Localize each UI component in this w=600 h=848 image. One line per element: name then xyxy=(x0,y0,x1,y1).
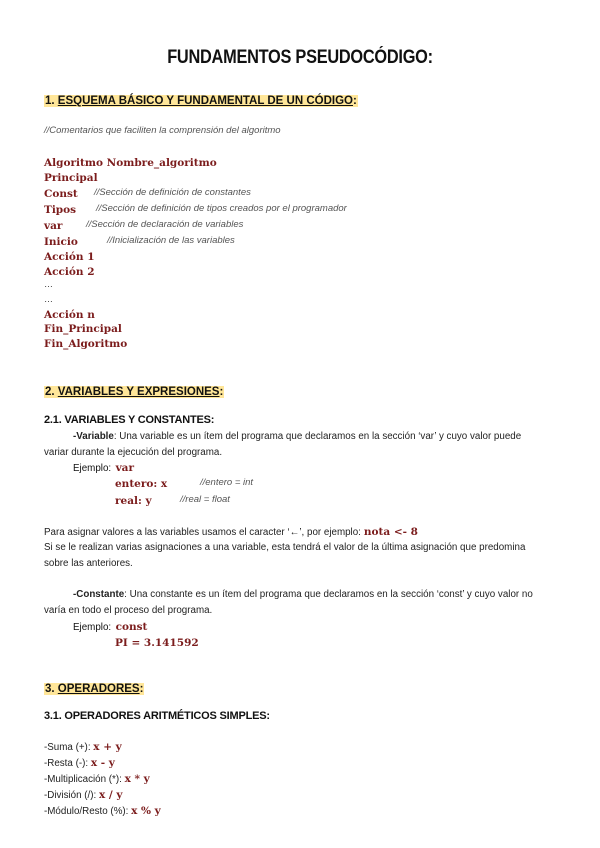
variable-label: -Variable xyxy=(73,431,114,442)
section-number: 1. xyxy=(45,95,55,107)
operator-label: -División (/): xyxy=(44,790,97,801)
operator-multiplicacion xyxy=(44,771,150,787)
page-title: FUNDAMENTOS PSEUDOCÓDIGO: xyxy=(167,47,433,68)
code-line-inicio xyxy=(44,233,235,249)
section-title: ESQUEMA BÁSICO Y FUNDAMENTAL DE UN CÓDIGO xyxy=(57,95,353,107)
constant-text: : Una constante es un ítem del programa que declaramos en la sección ‘const’ y cuyo valor no xyxy=(124,589,533,600)
operator-code: x - y xyxy=(90,757,115,769)
code-text: Acción 1 xyxy=(44,251,95,263)
code-line-tipos xyxy=(44,201,347,217)
example-label: Ejemplo: xyxy=(73,463,112,474)
subsection-3-1: 3.1. OPERADORES ARITMÉTICOS SIMPLES: xyxy=(44,710,270,722)
section-number: 3. xyxy=(45,683,55,695)
section-colon: : xyxy=(352,95,357,107)
code-comment: //Sección de definición de constantes xyxy=(94,187,251,198)
example-real-line xyxy=(115,492,230,508)
code-line-fin-algoritmo xyxy=(44,335,127,351)
operator-label: -Módulo/Resto (%): xyxy=(44,806,129,817)
code-line-var xyxy=(44,217,244,233)
assign-line xyxy=(44,524,418,540)
multi-text: Si se le realizan varias asignaciones a una variable, esta tendrá el valor de la última asignación que predomina xyxy=(44,542,526,553)
operator-label: -Suma (+): xyxy=(44,742,91,753)
code-text: var xyxy=(44,220,63,232)
code-comment: //Inicialización de las variables xyxy=(107,235,235,246)
code-text: PI = 3.141592 xyxy=(115,637,199,649)
code-text: Fin_Algoritmo xyxy=(44,338,128,350)
intro-comment: //Comentarios que faciliten la comprensión del algoritmo xyxy=(44,125,281,136)
section-3-heading xyxy=(44,679,144,697)
code-text: entero: x xyxy=(115,478,168,490)
section-colon: : xyxy=(219,386,224,398)
code-line-algoritmo xyxy=(44,154,217,170)
section-title: OPERADORES xyxy=(57,683,140,695)
multi-assign-paragraph xyxy=(44,540,549,571)
operator-code: x + y xyxy=(93,741,122,753)
code-text: real: y xyxy=(115,495,152,507)
code-text: Tipos xyxy=(44,204,77,216)
ellipsis-2: … xyxy=(44,294,53,304)
example-pi-line xyxy=(115,634,199,650)
section-colon: : xyxy=(139,683,144,695)
multi-text-cont: sobre las anteriores. xyxy=(44,557,133,569)
code-line-accion-2 xyxy=(44,263,95,279)
code-line-fin-principal xyxy=(44,320,122,336)
assign-text: Para asignar valores a las variables usamos el caracter ‘←’, por ejemplo: xyxy=(44,527,361,538)
code-text: Algoritmo Nombre_algoritmo xyxy=(44,157,217,169)
code-text: Inicio xyxy=(44,236,78,248)
section-number: 2. xyxy=(45,386,55,398)
code-comment: //Sección de declaración de variables xyxy=(86,219,244,230)
assign-code: nota <- 8 xyxy=(363,526,418,538)
variable-text-cont: variar durante la ejecución del programa. xyxy=(44,446,223,458)
constant-definition xyxy=(44,587,549,618)
operator-suma xyxy=(44,739,122,755)
example-keyword: const xyxy=(115,621,148,633)
example-label: Ejemplo: xyxy=(73,622,112,633)
constant-label: -Constante xyxy=(73,589,125,600)
operator-code: x / y xyxy=(99,789,123,801)
example-entero-line xyxy=(115,475,254,491)
ellipsis-1: … xyxy=(44,279,53,289)
operator-division xyxy=(44,787,123,803)
operator-label: -Resta (-): xyxy=(44,758,89,769)
code-text: Const xyxy=(44,188,78,200)
code-text: Principal xyxy=(44,172,98,184)
constant-text-cont: varía en todo el proceso del programa. xyxy=(44,604,213,616)
code-text: Fin_Principal xyxy=(44,323,122,335)
operator-code: x * y xyxy=(124,773,150,785)
code-text: Acción 2 xyxy=(44,266,95,278)
variable-definition xyxy=(44,429,549,460)
subsection-2-1: 2.1. VARIABLES Y CONSTANTES: xyxy=(44,414,215,426)
variable-text: : Una variable es un ítem del programa que declaramos en la sección ‘var’ y cuyo valor puede xyxy=(113,431,522,442)
example-keyword: var xyxy=(115,462,135,474)
operator-label: -Multiplicación (*): xyxy=(44,774,122,785)
section-1-heading xyxy=(44,91,358,109)
example-const-line xyxy=(73,618,147,634)
code-comment: //entero = int xyxy=(200,477,254,488)
code-line-accion-1 xyxy=(44,248,95,264)
code-line-principal xyxy=(44,169,98,185)
code-comment: //real = float xyxy=(180,494,230,505)
example-var-line xyxy=(73,459,134,475)
section-2-heading xyxy=(44,382,224,400)
code-text: Acción n xyxy=(44,309,95,321)
operator-modulo xyxy=(44,803,161,819)
code-line-const xyxy=(44,185,251,201)
code-comment: //Sección de definición de tipos creados por el programador xyxy=(96,203,347,214)
operator-code: x % y xyxy=(131,805,161,817)
operator-resta xyxy=(44,755,115,771)
section-title: VARIABLES Y EXPRESIONES xyxy=(57,386,220,398)
